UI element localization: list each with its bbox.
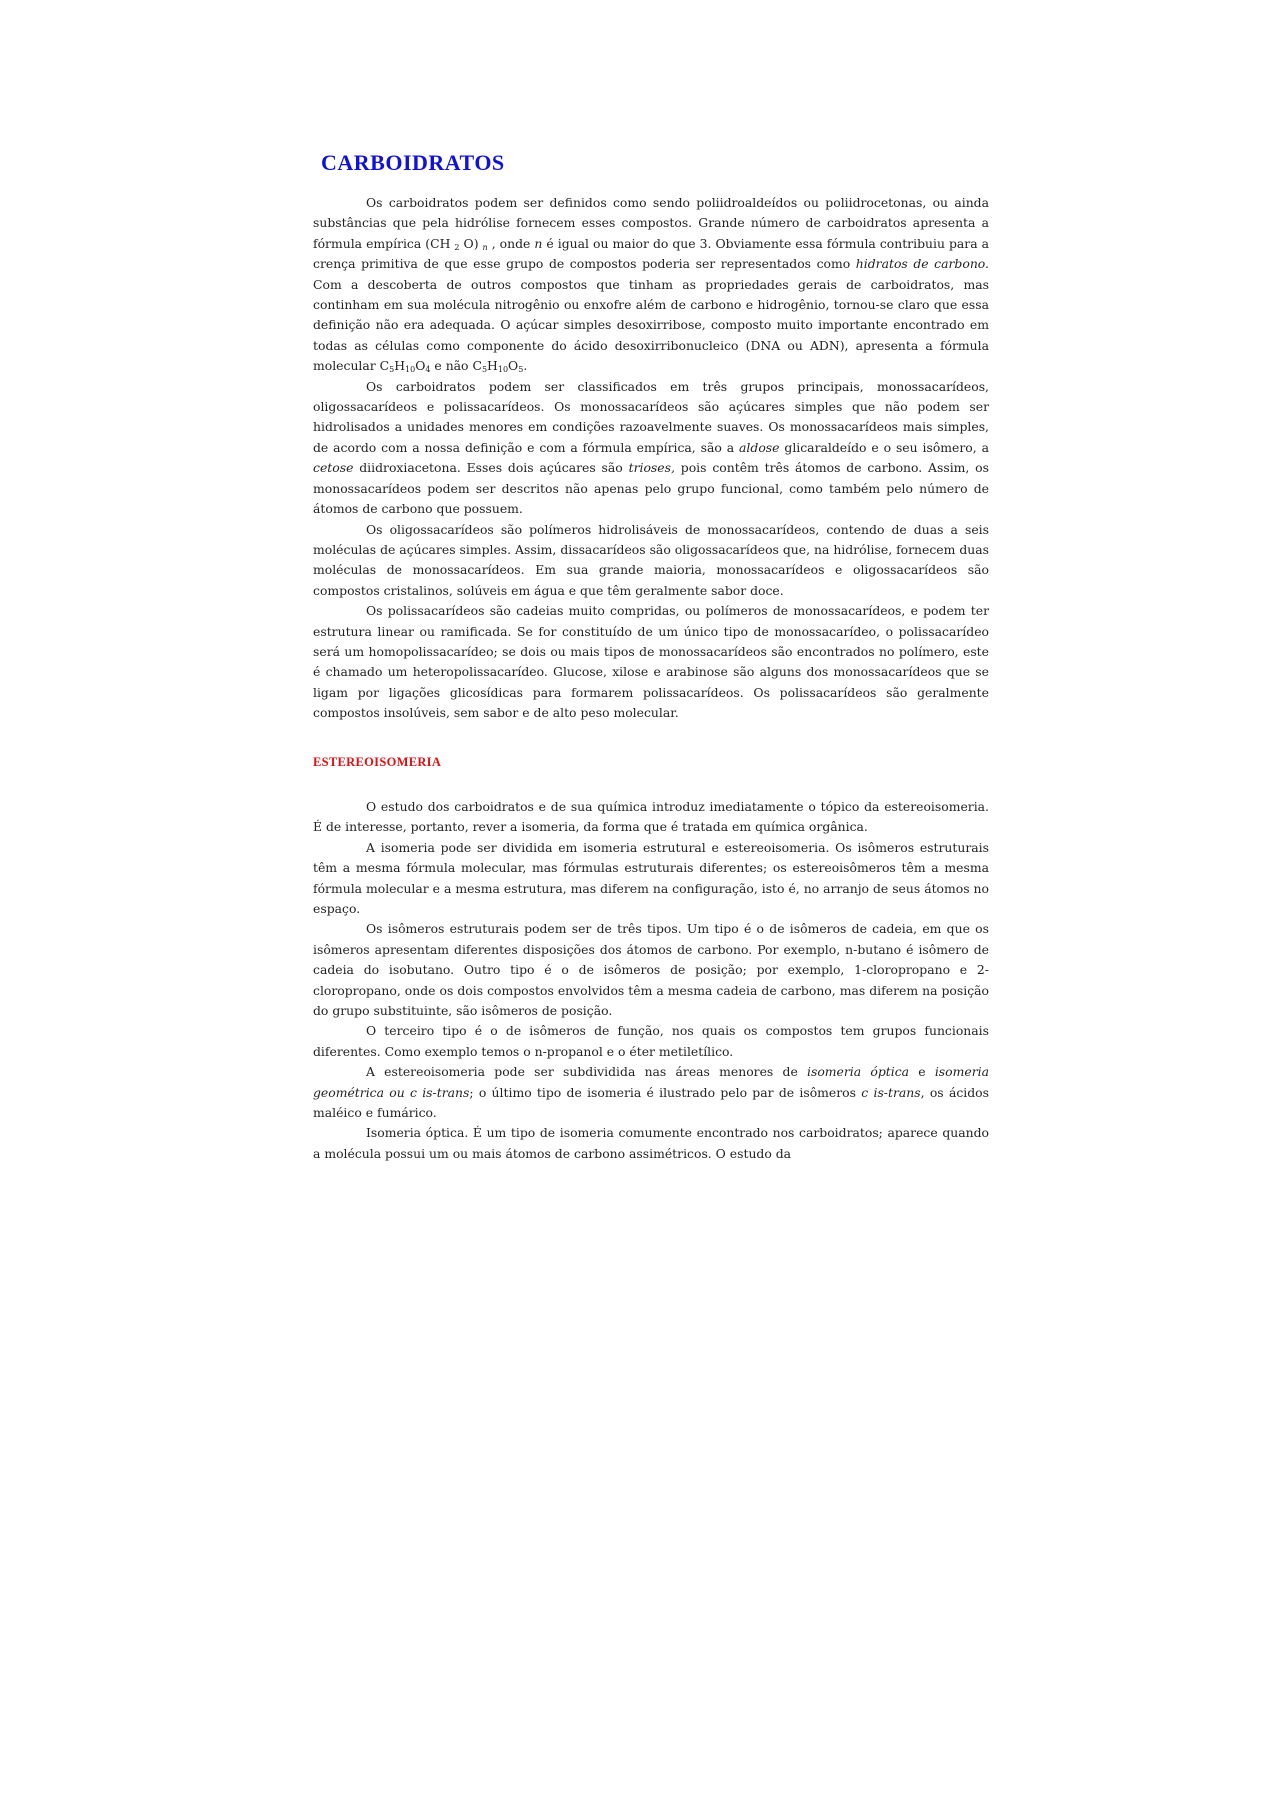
paragraph-optical-isomerism: Isomeria óptica. É um tipo de isomeria comumente encontrado nos carboidratos; aparece quando a molécula possui um ou mais átomos de carbono assimétricos. O estudo da <box>313 1125 989 1161</box>
paragraph-stereo-subdivision: A estereoisomeria pode ser subdividida nas áreas menores de isomeria óptica e isomeria geométrica ou c is-trans; o último tipo de isomeria é ilustrado pelo par de isômeros c is-trans, os ácidos maléico e fumárico. <box>313 1064 989 1121</box>
paragraph-definition: Os carboidratos podem ser definidos como sendo poliidroaldeídos ou poliidrocetonas, ou ainda substâncias que pela hidrólise fornecem esses compostos. Grande número de carboidratos apresenta a fórmula empírica (CH $_2$ O) $_n$ , onde n é igual ou maior do que 3. Obviamente essa fórmula contribuiu para a crença primitiva de que esse grupo de compostos poderia ser representados como hidratos de carbono. Com a descoberta de outros compostos que tinham as propriedades gerais de carboidratos, mas continham em sua molécula nitrogênio ou enxofre além de carbono e hidrogênio, tornou-se claro que essa definição não era adequada. O açúcar simples desoxirribose, composto muito importante encontrado em todas as células como componente do ácido desoxirribonucleico (DNA ou ADN), apresenta a fórmula molecular $C_5H_{10}O_4$ e não $C_5H_{10}O_5$. <box>313 195 989 375</box>
paragraph-classification: Os carboidratos podem ser classificados em três grupos principais, monossacarídeos, oligossacarídeos e polissacarídeos. Os monossacarídeos são açúcares simples que não podem ser hidrolisados a unidades menores em condições razoavelmente suaves. Os monossacarídeos mais simples, de acordo com a nossa definição e com a fórmula empírica, são a aldose glicaraldeído e o seu isômero, a cetose diidroxiacetona. Esses dois açúcares são trioses, pois contêm três átomos de carbono. Assim, os monossacarídeos podem ser descritos não apenas pelo grupo funcional, como também pelo número de átomos de carbono que possuem. <box>313 378 990 517</box>
section-heading: ESTEREOISOMERIA <box>313 754 442 769</box>
body-text <box>313 193 989 1164</box>
page-title: CARBOIDRATOS <box>321 150 505 175</box>
paragraph-isomeria-division: A isomeria pode ser dividida em isomeria estrutural e estereoisomeria. Os isômeros estruturais têm a mesma fórmula molecular, mas fórmulas estruturais diferentes; os estereoisômeros têm a mesma fórmula molecular e a mesma estrutura, mas diferem na configuração, isto é, no arranjo de seus átomos no espaço. <box>313 839 989 916</box>
paragraph-oligosaccharides: Os oligossacarídeos são polímeros hidrolisáveis de monossacarídeos, contendo de duas a seis moléculas de açúcares simples. Assim, dissacarídeos são oligossacarídeos que, na hidrólise, fornecem duas moléculas de monossacarídeos. Em sua grande maioria, monossacarídeos e oligossacarídeos são compostos cristalinos, solúveis em água e que têm geralmente sabor doce. <box>313 521 989 598</box>
paragraph-polysaccharides: Os polissacarídeos são cadeias muito compridas, ou polímeros de monossacarídeos, e podem ter estrutura linear ou ramificada. Se for constituído de um único tipo de monossacarídeo, o polissacarídeo será um homopolissacarídeo; se dois ou mais tipos de monossacarídeos são encontrados no polímero, este é chamado um heteropolissacarídeo. Glucose, xilose e arabinose são alguns dos monossacarídeos que se ligam por ligações glicosídicas para formarem polissacarídeos. Os polissacarídeos são geralmente compostos insolúveis, sem sabor e de alto peso molecular. <box>313 603 989 721</box>
paragraph-stereo-intro: O estudo dos carboidratos e de sua química introduz imediatamente o tópico da estereoisomeria. É de interesse, portanto, rever a isomeria, da forma que é tratada em química orgânica. <box>313 798 989 835</box>
document-page <box>313 150 989 1164</box>
paragraph-function-isomers: O terceiro tipo é o de isômeros de função, nos quais os compostos tem grupos funcionais diferentes. Como exemplo temos o n-propanol e o éter metiletílico. <box>313 1023 989 1059</box>
paragraph-structural-isomers: Os isômeros estruturais podem ser de três tipos. Um tipo é o de isômeros de cadeia, em que os isômeros apresentam diferentes disposições dos átomos de carbono. Por exemplo, n-butano é isômero de cadeia do isobutano. Outro tipo é o de isômeros de posição; por exemplo, 1-cloropropano e 2-cloropropano, onde os dois compostos envolvidos têm a mesma cadeia de carbono, mas diferem na posição do grupo substituinte, são isômeros de posição. <box>313 921 989 1019</box>
